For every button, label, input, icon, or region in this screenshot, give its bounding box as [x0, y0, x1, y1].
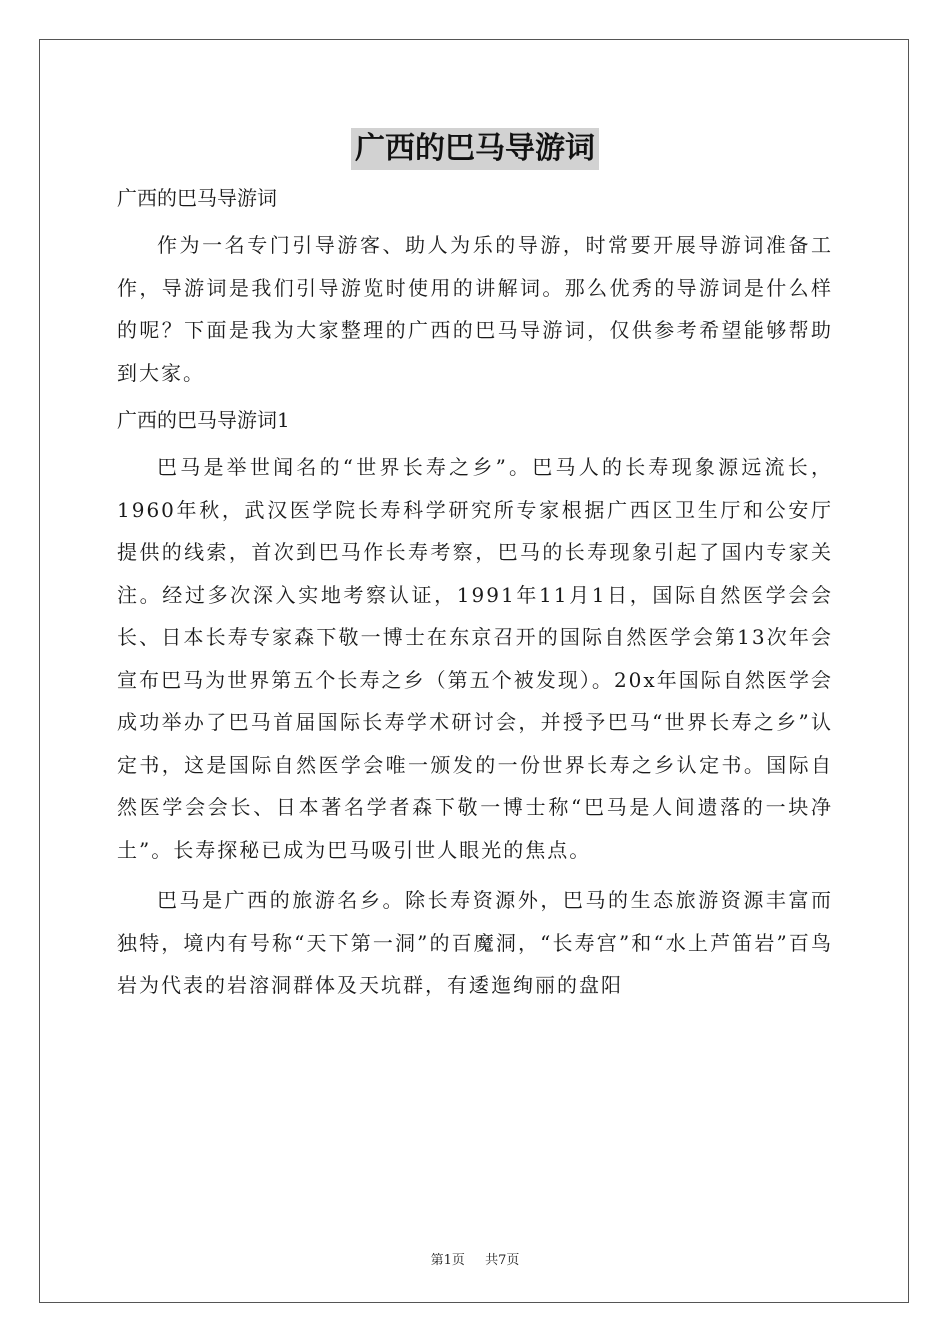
intro-paragraph: 作为一名专门引导游客、助人为乐的导游，时常要开展导游词准备工作，导游词是我们引导游览时使用的讲解词。那么优秀的导游词是什么样的呢？下面是我为大家整理的广西的巴马导游词，仅供参考希望能够帮助到大家。 — [117, 233, 833, 385]
page-number-total: 共7页 — [485, 1253, 520, 1268]
document-subtitle: 广西的巴马导游词 — [117, 186, 277, 210]
section-1-heading: 广西的巴马导游词1 — [117, 408, 290, 432]
document-title: 广西的巴马导游词 — [351, 128, 599, 170]
document-body — [117, 180, 833, 1015]
section-1-paragraph-2: 巴马是广西的旅游名乡。除长寿资源外，巴马的生态旅游资源丰富而独特，境内有号称“天下第一洞”的百魔洞，“长寿宫”和“水上芦笛岩”百鸟岩为代表的岩溶洞群体及天坑群，有逶迤绚丽的盘阳 — [117, 888, 833, 997]
section-1-paragraph-1: 巴马是举世闻名的“世界长寿之乡”。巴马人的长寿现象源远流长，1960年秋，武汉医学院长寿科学研究所专家根据广西区卫生厅和公安厅提供的线索，首次到巴马作长寿考察，巴马的长寿现象引起了国内专家关注。经过多次深入实地考察认证，1991年11月1日，国际自然医学会会长、日本长寿专家森下敬一博士在东京召开的国际自然医学会第13次年会宣布巴马为世界第五个长寿之乡（第五个被发现）。20x年国际自然医学会成功举办了巴马首届国际长寿学术研讨会，并授予巴马“世界长寿之乡”认定书，这是国际自然医学会唯一颁发的一份世界长寿之乡认定书。国际自然医学会会长、日本著名学者森下敬一博士称“巴马是人间遗落的一块净土”。长寿探秘已成为巴马吸引世人眼光的焦点。 — [117, 455, 833, 862]
page-number-current: 第1页 — [430, 1253, 465, 1268]
title-container — [0, 128, 950, 170]
page-footer — [0, 1249, 950, 1268]
